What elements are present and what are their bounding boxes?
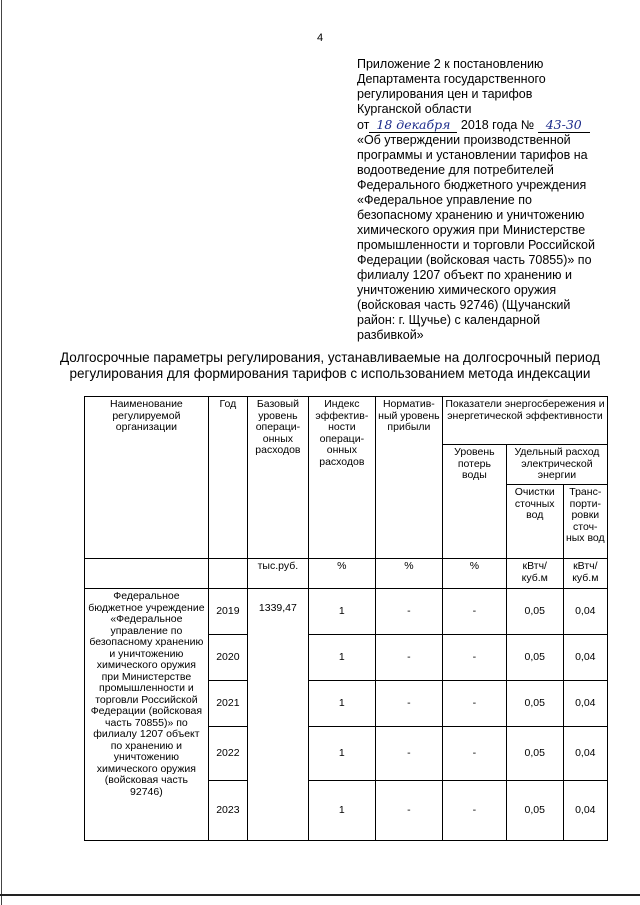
header-index: Индекс эффектив-ности операци-онных расходов <box>308 397 375 559</box>
header-water-loss: Уровень потерь воды <box>442 445 506 559</box>
organization-name: Федеральное бюджетное учреждение «Федеральное управление по безопасному хранению и уничтожению химического оружия при Министерстве промышленности и торговли Российской Федерации (войсковая часть 70855)» по филиалу 1207 объект по хранению и уничтожению химического оружия (войсковая часть 92746) <box>85 589 209 841</box>
cell-loss: - <box>442 727 506 781</box>
cell-transport: 0,04 <box>563 635 607 681</box>
cell-year: 2022 <box>208 727 247 781</box>
cell-profit: - <box>375 727 442 781</box>
header-cleaning: Очистки сточных вод <box>506 485 563 559</box>
appendix-title-line: «Федеральное управление по <box>357 193 532 207</box>
units-index: % <box>308 559 375 589</box>
cell-index: 1 <box>308 589 375 635</box>
appendix-title-line: безопасному хранению и уничтожению <box>357 208 585 222</box>
cell-transport: 0,04 <box>563 781 607 841</box>
date-year: 2018 года № <box>460 118 535 132</box>
heading-line: Долгосрочные параметры регулирования, устанавливаемые на долгосрочный период <box>59 350 601 365</box>
appendix-line: Департамента государственного <box>357 72 546 86</box>
cell-base-value: 1339,47 <box>247 589 308 841</box>
appendix-header <box>357 57 622 343</box>
appendix-title-line: район: г. Щучье) с календарной <box>357 313 541 327</box>
cell-profit: - <box>375 589 442 635</box>
cell-transport: 0,04 <box>563 727 607 781</box>
header-org: Наименование регулируемой организации <box>85 397 209 559</box>
cell-transport: 0,04 <box>563 589 607 635</box>
handwritten-date: 18 декабря <box>369 117 457 133</box>
appendix-title-line: Федерации (войсковая часть 70855)» по <box>357 253 592 267</box>
parameters-table <box>84 396 608 841</box>
cell-profit: - <box>375 681 442 727</box>
units-cleaning: кВтч/ куб.м <box>506 559 563 589</box>
cell-loss: - <box>442 781 506 841</box>
cell-cleaning: 0,05 <box>506 589 563 635</box>
appendix-date-line <box>357 117 622 133</box>
units-transport: кВтч/ куб.м <box>563 559 607 589</box>
appendix-title-line: химического оружия при Министерстве <box>357 223 586 237</box>
handwritten-number: 43-30 <box>538 117 590 133</box>
scan-bottom-edge <box>0 894 640 896</box>
header-power: Удельный расход электрической энергии <box>506 445 607 485</box>
appendix-title-line: (войсковая часть 92746) (Щучанский <box>357 298 571 312</box>
appendix-line: Курганской области <box>357 102 472 116</box>
appendix-title-line: «Об утверждении производственной <box>357 133 571 147</box>
units-profit: % <box>375 559 442 589</box>
appendix-title-line: водоотведение для потребителей <box>357 163 554 177</box>
cell-index: 1 <box>308 727 375 781</box>
appendix-line: регулирования цен и тарифов <box>357 87 533 101</box>
appendix-title-line: промышленности и торговли Российской <box>357 238 595 252</box>
cell-transport: 0,04 <box>563 681 607 727</box>
cell-cleaning: 0,05 <box>506 635 563 681</box>
cell-profit: - <box>375 635 442 681</box>
units-org <box>85 559 209 589</box>
header-profit: Норматив-ный уровень прибыли <box>375 397 442 559</box>
cell-year: 2019 <box>208 589 247 635</box>
scan-left-edge <box>1 0 2 905</box>
cell-loss: - <box>442 589 506 635</box>
date-prefix: от <box>357 118 370 132</box>
appendix-title-line: программы и установлении тарифов на <box>357 148 588 162</box>
cell-loss: - <box>442 681 506 727</box>
cell-index: 1 <box>308 781 375 841</box>
header-energy: Показатели энергосбережения и энергетической эффективности <box>442 397 607 445</box>
cell-cleaning: 0,05 <box>506 781 563 841</box>
cell-index: 1 <box>308 635 375 681</box>
header-base: Базовый уровень операци-онных расходов <box>247 397 308 559</box>
cell-year: 2020 <box>208 635 247 681</box>
units-base: тыс.руб. <box>247 559 308 589</box>
appendix-title-line: Федерального бюджетного учреждения <box>357 178 587 192</box>
units-loss: % <box>442 559 506 589</box>
header-year: Год <box>208 397 247 559</box>
cell-profit: - <box>375 781 442 841</box>
appendix-title-line: разбивкой» <box>357 328 424 342</box>
header-transport: Транс-порти-ровки сточ-ных вод <box>563 485 607 559</box>
units-year <box>208 559 247 589</box>
cell-cleaning: 0,05 <box>506 727 563 781</box>
page-number: 4 <box>316 32 324 44</box>
appendix-title-line: филиалу 1207 объект по хранению и <box>357 268 572 282</box>
appendix-line: Приложение 2 к постановлению <box>357 57 544 71</box>
section-heading <box>40 350 620 382</box>
cell-year: 2021 <box>208 681 247 727</box>
cell-cleaning: 0,05 <box>506 681 563 727</box>
cell-loss: - <box>442 635 506 681</box>
table-row <box>85 589 608 635</box>
appendix-title-line: уничтожению химического оружия <box>357 283 557 297</box>
cell-index: 1 <box>308 681 375 727</box>
heading-line: регулирования для формирования тарифов с использованием метода индексации <box>69 366 591 381</box>
cell-year: 2023 <box>208 781 247 841</box>
